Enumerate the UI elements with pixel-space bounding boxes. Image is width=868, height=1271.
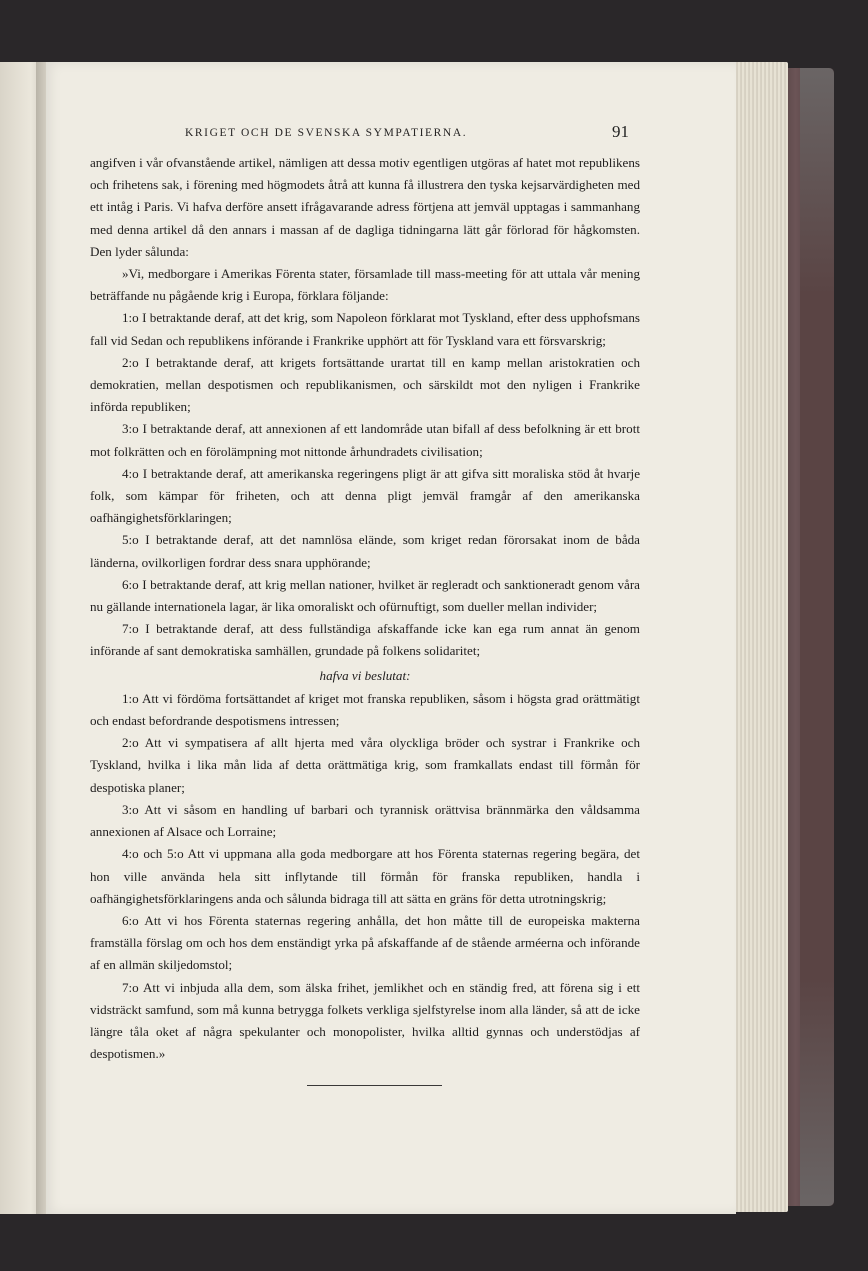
resolution-item: 6:o Att vi hos Förenta staternas regering anhålla, det hon måtte till de europeiska makterna framställa förslag om och hos dem enständigt yrka på afskaffande af de stående arméerna och införande af en allmän skiljedomstol; <box>90 912 640 973</box>
resolution-item: 3:o Att vi såsom en handling uf barbari och tyrannisk orättvisa brännmärka den våldsamma annexionen af Alsace och Lorraine; <box>90 801 640 840</box>
paragraph: 2:o I betraktande deraf, att krigets fortsättande urartat till en kamp mellan aristokratien och demokratien, mellan despotismen och republikanismen, och särskildt mot den nyligen i Frankrike införda republiken; <box>90 354 640 415</box>
paragraph: 3:o I betraktande deraf, att annexionen af ett landområde utan bifall af dess befolkning är ett brott mot folkrätten och en förolämpning mot nittonde århundradets civilisation; <box>90 421 640 459</box>
resolution-heading: hafva vi beslutat: <box>319 667 411 683</box>
book-gutter <box>36 62 46 1214</box>
page-body-text <box>90 152 640 1065</box>
resolution-item: 1:o Att vi fördöma fortsättandet af kriget mot franska republiken, såsom i högsta grad orättmätigt och endast befordrande despotismens intressen; <box>90 690 640 729</box>
resolution-item: 7:o Att vi inbjuda alla dem, som älska frihet, jemlikhet och en ständig fred, att förena sig i ett vidsträckt samfund, som må kunna betrygga folkets verkliga sjelfstyrelse inom alla länder, så att de icke längre tåla oket af några spekulanter och monopolister, hvilka alltid gynnas och understödjas af despotismen.» <box>90 979 640 1062</box>
running-title: KRIGET OCH DE SVENSKA SYMPATIERNA. <box>185 127 468 139</box>
paragraph: 6:o I betraktande deraf, att krig mellan nationer, hvilket är regleradt och sanktioneradt genom våra nu gällande internationela lagar, är lika omoraliskt och ofürnuftigt, som dueller mellan individer; <box>90 576 640 615</box>
paragraph: angifven i vår ofvanstående artikel, nämligen att dessa motiv egentligen utgöras af hatet mot republikens och frihetens sak, i förening med högmodets åtrå att kunna få illustrera den tyska kejsarvärdigheten med ett intåg i Paris. Vi hafva derföre ansett ifrågavarande adress förtjena att jemväl upptagas i sammanhang med denna artikel då den annars i massan af de dagliga tidningarna lätt går förlorad för hågkomsten. Den lyder sålunda: <box>90 155 640 259</box>
paragraph: 1:o I betraktande deraf, att det krig, som Napoleon förklarat mot Tyskland, efter dess upphofsmans fall vid Sedan och republikens införande i Frankrike upphört att för Tyskland vara ett försvarskrig; <box>90 310 640 348</box>
page-number: 91 <box>612 122 629 141</box>
page-stack-edge <box>730 62 788 1212</box>
paragraph: »Vi, medborgare i Amerikas Förenta stater, församlade till mass-meeting för att uttala vår mening beträffande nu pågående krig i Europa, förklara följande: <box>90 266 640 304</box>
paragraph: 7:o I betraktande deraf, att dess fullständiga afskaffande icke kan ega rum annat än genom införande af sant demokratiska samhällen, grundade på folkens solidaritet; <box>90 621 640 659</box>
resolution-item: 4:o och 5:o Att vi uppmana alla goda medborgare att hos Förenta staternas regering begära, det hon ville använda hela sitt inflytande till förmån för franska republiken, handla i oafhängighetsförklaringens anda och sålunda bidraga till att sätta en gräns för detta utrotningskrig; <box>90 846 640 906</box>
section-divider <box>307 1085 442 1086</box>
paragraph: 4:o I betraktande deraf, att amerikanska regeringens pligt är att gifva sitt moraliska stöd åt hvarje folk, som kämpar för friheten, och att denna pligt jemväl framgår af den amerikanska oafhängighetsförklaringen; <box>90 465 640 526</box>
resolution-item: 2:o Att vi sympatisera af allt hjerta med våra olyckliga bröder och systrar i Frankrike och Tyskland, hvilka i lika mån lida af detta orättmätiga krig, som framkallats endast till förmån för despotiska planer; <box>90 735 640 795</box>
paragraph: 5:o I betraktande deraf, att det namnlösa elände, som kriget redan förorsakat inom de båda länderna, ovilkorligen fordrar dess snara upphörande; <box>90 532 640 570</box>
book-cover-edge <box>800 68 834 1206</box>
